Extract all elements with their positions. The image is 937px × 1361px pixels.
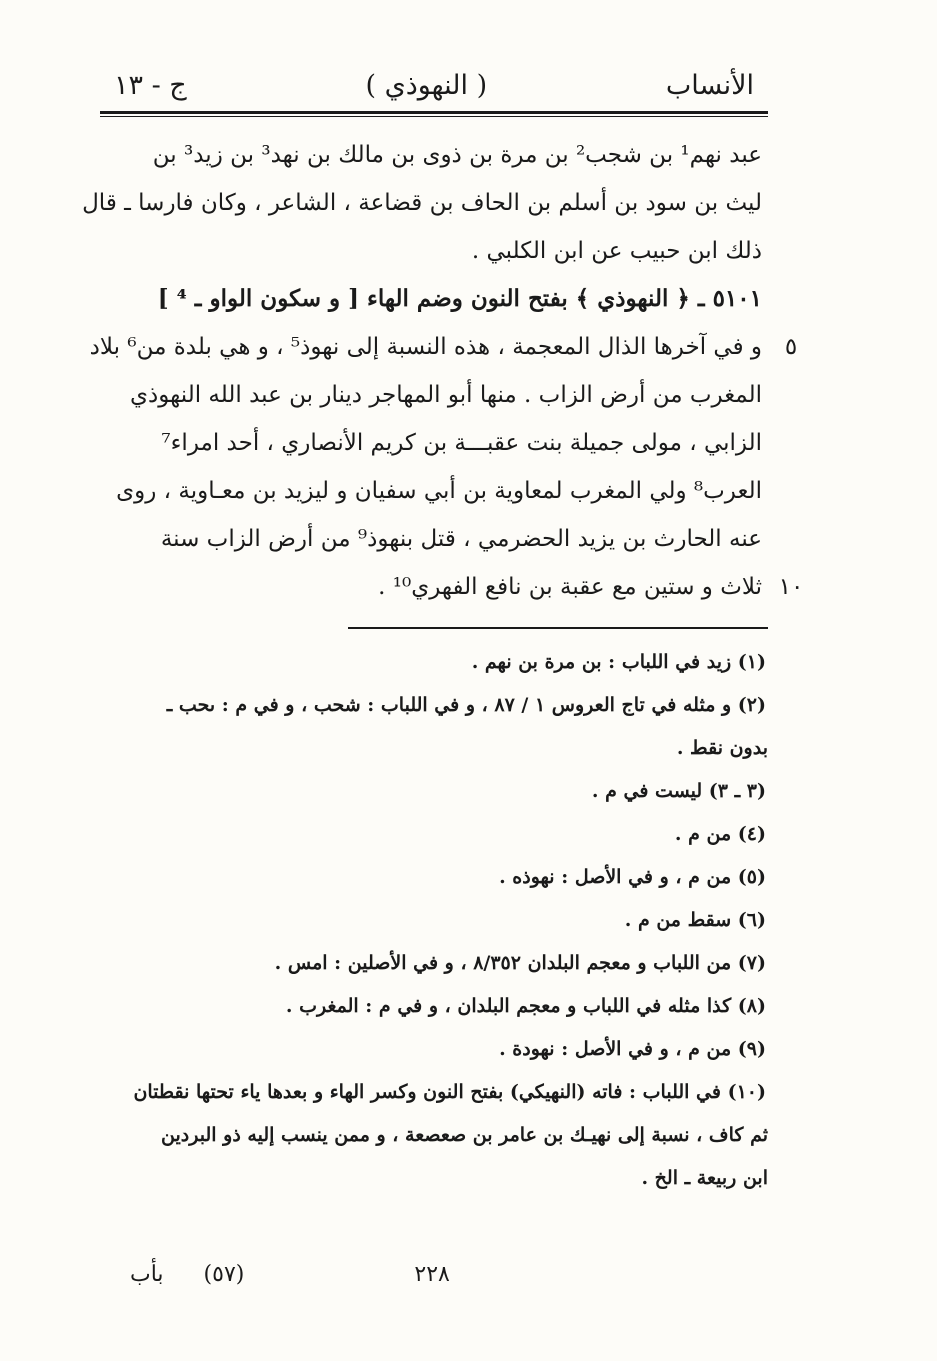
footnote-separator (348, 627, 768, 629)
header-rule-thin (100, 116, 768, 117)
text-line (100, 467, 768, 515)
footnote: (٣ ـ ٣) ليست في م . (591, 780, 766, 802)
footnote: (١٠) في اللباب : فاته (النهيكي) بفتح النون وكسر الهاء و بعدها ياء تحتها نقطتان (133, 1081, 766, 1103)
running-header (100, 60, 768, 107)
signature-mark: بأب (130, 1262, 164, 1287)
line-text: ٥١٠١ ـ ﴿ النهوذي ﴾ بفتح النون وضم الهاء [ و سكون الواو ـ ⁴ ] (157, 285, 762, 312)
header-rule-thick (100, 111, 768, 114)
text-line (100, 515, 768, 563)
footnote-continuation: بدون نقط . (676, 737, 768, 759)
line-text: العرب⁸ ولي المغرب لمعاوية بن أبي سفيان و ليزيد بن معـاوية ، روى (116, 478, 762, 504)
header-volume: ج - ١٣ (114, 70, 187, 101)
text-line (82, 179, 768, 227)
line-text: ليث بن سود بن أسلم بن الحاف بن قضاعة ، الشاعر ، وكان فارسا ـ قال (82, 190, 762, 216)
footnote: (٧) من اللباب و معجم البلدان ٨/٣٥٢ ، و في الأصلين : امس . (274, 952, 766, 974)
line-text: و في آخرها الذال المعجمة ، هذه النسبة إلى نهوذ⁵ ، و هي بلدة من⁶ بلاد (89, 334, 762, 360)
entry-heading-line (100, 275, 768, 323)
line-text: عنه الحارث بن يزيد الحضرمي ، قتل بنهوذ⁹ من أرض الزاب سنة (160, 526, 762, 552)
line-number: ٥ (784, 334, 798, 360)
footnote-continuation: ابن ربيعة ـ الخ . (641, 1167, 768, 1189)
line-text: ذلك ابن حبيب عن ابن الكلبي . (471, 238, 762, 264)
header-center-title: ( النهوذي ) (365, 70, 488, 101)
footnote-continuation: ثم كاف ، نسبة إلى نهيـك بن عامر بن صعصعة ، و ممن ينسب إليه ذو البردين (161, 1124, 768, 1146)
line-text: المغرب من أرض الزاب . منها أبو المهاجر دينار بن عبد الله النهوذي (130, 382, 762, 408)
main-text (82, 131, 804, 611)
page-number: ٢٢٨ (414, 1262, 450, 1287)
footnote: (٦) سقط من م . (624, 909, 766, 931)
footnote: (٩) من م ، و في الأصل : نهودة . (499, 1038, 766, 1060)
footnote: (٥) من م ، و في الأصل : نهوذه . (499, 866, 766, 888)
text-line (100, 563, 804, 611)
footnote: (١) زيد في اللباب : بن مرة بن نهم . (471, 651, 766, 673)
text-line (100, 131, 768, 179)
footnote: (٨) كذا مثله في اللباب و معجم البلدان ، و في م : المغرب . (285, 995, 766, 1017)
line-text: عبد نهم¹ بن شجب² بن مرة بن ذوى بن مالك بن نهد³ بن زيد³ بن (152, 142, 762, 168)
page-footer (130, 1262, 470, 1287)
footnote: (٤) من م . (674, 823, 766, 845)
folio-number: (٥٧) (203, 1262, 245, 1287)
line-number: ١٠ (778, 574, 804, 600)
footnote: (٢) و مثله في تاج العروس ١ / ٨٧ ، و في اللباب : شحب ، و في م : ىحب ـ (166, 694, 766, 716)
text-line (100, 227, 768, 275)
line-text: ثلاث و ستين مع عقبة بن نافع الفهري¹⁰ . (378, 574, 762, 600)
text-line (89, 323, 798, 371)
header-title: الأنساب (665, 70, 754, 101)
text-line (100, 419, 768, 467)
line-text: الزابي ، مولى جميلة بنت عقبـــة بن كريم الأنصاري ، أحد امراء⁷ (161, 430, 762, 456)
footnotes (100, 641, 768, 1200)
page (82, 60, 804, 1200)
text-line (100, 371, 768, 419)
